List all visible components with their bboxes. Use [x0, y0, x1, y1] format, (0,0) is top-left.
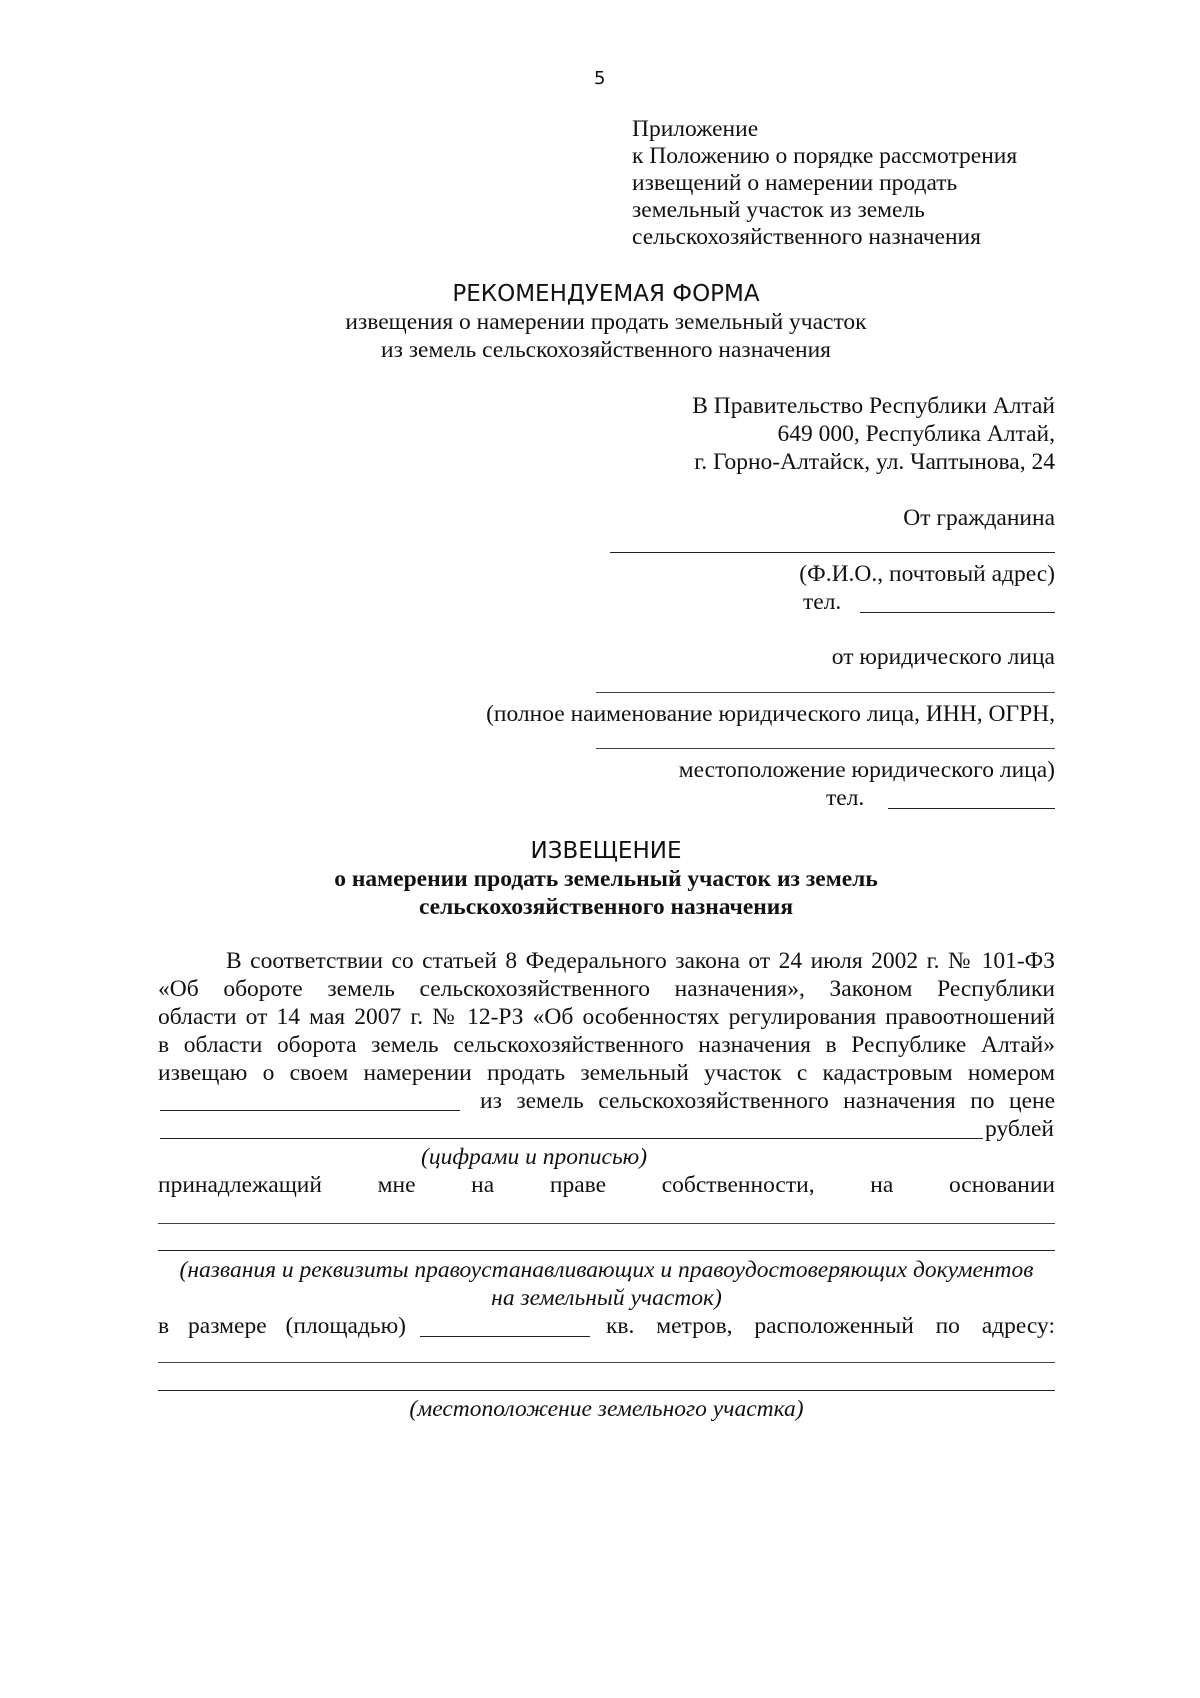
cadastral-number-field[interactable] [160, 1110, 460, 1111]
notice-title: ИЗВЕЩЕНИЕ [530, 838, 682, 864]
form-header-title: РЕКОМЕНДУЕМАЯ ФОРМА [452, 281, 760, 307]
legal-phone-label: тел. [826, 785, 865, 811]
appendix-line: земельный участок из земель [632, 197, 925, 223]
legal-location-field[interactable] [596, 748, 1055, 749]
recipient-line: В Правительство Республики Алтай [692, 393, 1055, 419]
legal-hint: (полное наименование юридического лица, ИНН, ОГРН, [486, 701, 1055, 727]
price-hint: (цифрами и прописью) [421, 1144, 648, 1170]
legal-hint: местоположение юридического лица) [678, 757, 1055, 783]
citizen-hint: (Ф.И.О., почтовый адрес) [799, 561, 1055, 587]
body-line: из земель сельскохозяйственного назначения по цене [480, 1088, 1055, 1114]
location-hint: (местоположение земельного участка) [409, 1396, 804, 1422]
body-line: В соответствии со статьей 8 Федерального закона от 24 июля 2002 г. № 101-ФЗ [226, 948, 1055, 974]
appendix-line: сельскохозяйственного назначения [632, 224, 981, 250]
body-line: области от 14 мая 2007 г. № 12-РЗ «Об особенностях регулирования правоотношений [158, 1004, 1055, 1030]
citizen-name-field[interactable] [610, 552, 1055, 553]
body-line: извещаю о своем намерении продать земельный участок с кадастровым номером [158, 1060, 1055, 1086]
citizen-phone-label: тел. [803, 589, 842, 615]
appendix-line: к Положению о порядке рассмотрения [632, 143, 1018, 169]
notice-subtitle: о намерении продать земельный участок из земель [334, 866, 878, 892]
legal-phone-field[interactable] [888, 808, 1055, 809]
legal-name-field[interactable] [596, 692, 1055, 693]
body-line: в размере (площадью) [158, 1313, 406, 1339]
ownership-docs-field[interactable] [158, 1223, 1055, 1224]
form-header-line: извещения о намерении продать земельный участок [345, 309, 867, 335]
area-field[interactable] [420, 1336, 590, 1337]
body-line: кв. метров, расположенный по адресу: [606, 1313, 1055, 1339]
docs-hint: на земельный участок) [491, 1285, 722, 1311]
body-line: «Об обороте земель сельскохозяйственного назначения», Законом Республики [158, 976, 1055, 1002]
body-line: принадлежащий мне на праве собственности, на основании [158, 1172, 1055, 1198]
ownership-docs-field[interactable] [158, 1250, 1055, 1251]
appendix-title: Приложение [632, 116, 759, 142]
sender-citizen-label: От гражданина [903, 505, 1055, 531]
location-field[interactable] [158, 1390, 1055, 1391]
body-rub: рублей [985, 1116, 1054, 1142]
docs-hint: (названия и реквизиты правоустанавливающих и правоудостоверяющих документов [179, 1257, 1034, 1283]
location-field[interactable] [158, 1362, 1055, 1363]
page-number: 5 [594, 68, 606, 89]
citizen-phone-field[interactable] [860, 612, 1055, 613]
recipient-line: г. Горно-Алтайск, ул. Чаптынова, 24 [694, 449, 1055, 475]
price-field[interactable] [160, 1138, 983, 1139]
appendix-line: извещений о намерении продать [632, 170, 958, 196]
recipient-line: 649 000, Республика Алтай, [777, 421, 1055, 447]
body-line: в области оборота земель сельскохозяйственного назначения в Республике Алтай» [158, 1032, 1055, 1058]
notice-subtitle: сельскохозяйственного назначения [418, 894, 794, 920]
sender-legal-label: от юридического лица [831, 644, 1055, 670]
form-header-line: из земель сельскохозяйственного назначения [381, 337, 831, 363]
